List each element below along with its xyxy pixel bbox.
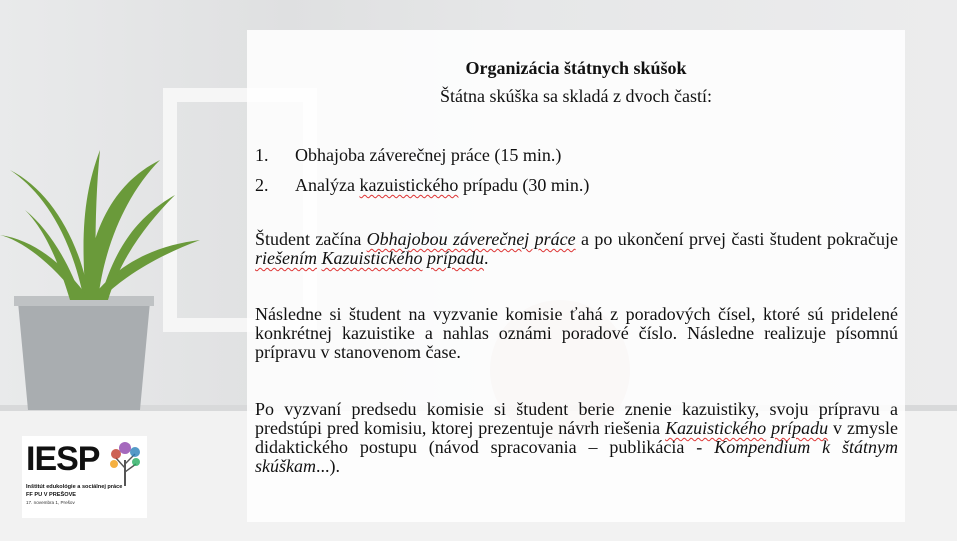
text-run: ...). <box>316 456 340 476</box>
text-run: Po vyzvaní predsedu komisie si študent berie znenie kazuistiky, svoju prípravu a predstúpi pred komisiu, ktorej prezentuje návrh riešenia <box>255 399 898 438</box>
text-run-italic: Kazuistického <box>321 248 423 268</box>
list-text: prípadu (30 min.) <box>458 175 590 195</box>
text-run-italic: Kompendium k štátnym skúškam <box>255 437 898 476</box>
paragraph-intro <box>255 230 898 268</box>
slide-title: Organizácia štátnych skúšok <box>465 58 687 78</box>
text-run: v zmysle didaktického postupu (návod spracovania – publikácia - <box>255 418 899 457</box>
paragraph-draw: Následne si študent na vyzvanie komisie ťahá z poradových čísel, ktoré sú pridelené konkrétnej kazuistike a nahlas oznámi poradové číslo. Následne realizuje písomnú prípravu v stanovenom čase. <box>255 304 898 362</box>
logo-faculty: FF PU V PREŠOVE <box>26 492 77 498</box>
text-run-italic: prípadu <box>427 248 485 268</box>
text-run-italic: riešením <box>255 248 317 268</box>
text-run-italic: prípadu <box>771 418 829 438</box>
paragraph-presentation <box>255 400 898 476</box>
institute-logo <box>22 436 147 518</box>
list-number: 1. <box>255 145 269 165</box>
list-text-misspelled: kazuistického <box>359 175 459 195</box>
text-run: Študent začína <box>255 229 367 249</box>
list-text: Obhajoba záverečnej práce (15 min.) <box>295 145 562 165</box>
logo-institute-name: Inštitút edukológie a sociálnej práce <box>26 484 123 490</box>
list-item <box>255 140 589 170</box>
logo-tree-icon <box>108 440 142 486</box>
text-run: . <box>484 248 489 268</box>
list-number: 2. <box>255 175 269 195</box>
content-panel <box>247 30 905 522</box>
logo-mark: IESP <box>26 440 100 478</box>
text-run-italic: Kazuistického <box>665 418 767 438</box>
slide-subtitle: Štátna skúška sa skladá z dvoch častí: <box>440 86 712 106</box>
list-text: Analýza <box>295 175 360 195</box>
plant-pot <box>18 302 150 410</box>
text-run: a po ukončení prvej časti študent pokračuje <box>575 229 898 249</box>
text-run-italic: Obhajobou záverečnej práce <box>366 229 576 249</box>
logo-address: 17. novembra 1, Prešov <box>26 500 75 505</box>
list-item <box>255 170 589 200</box>
parts-list <box>255 140 589 200</box>
